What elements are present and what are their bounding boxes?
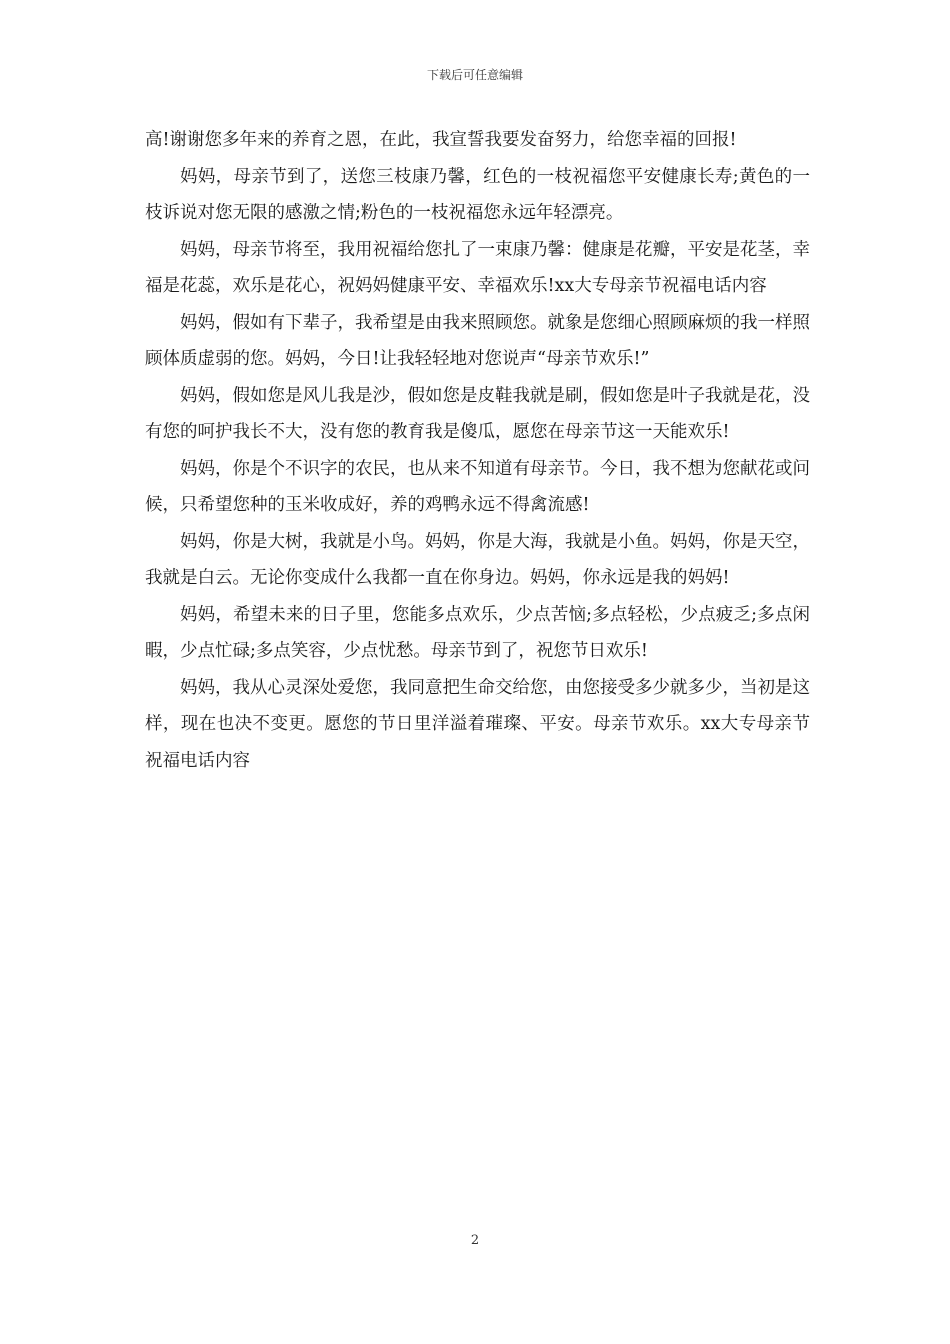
page-number: 2 <box>470 1233 480 1248</box>
document-body <box>145 122 810 779</box>
page-header: 下载后可任意编辑 <box>426 68 523 82</box>
paragraph-4: 妈妈，假如有下辈子，我希望是由我来照顾您。就象是您细心照顾麻烦的我一样照顾体质虚弱的您。妈妈，今日!让我轻轻地对您说声“母亲节欢乐!” <box>145 312 810 369</box>
paragraph-2: 妈妈，母亲节到了，送您三枝康乃馨，红色的一枝祝福您平安健康长寿;黄色的一枝诉说对您无限的感激之情;粉色的一枝祝福您永远年轻漂亮。 <box>145 166 810 223</box>
paragraph-3: 妈妈，母亲节将至，我用祝福给您扎了一束康乃馨：健康是花瓣，平安是花茎，幸福是花蕊，欢乐是花心，祝妈妈健康平安、幸福欢乐!xx大专母亲节祝福电话内容 <box>145 239 810 296</box>
paragraph-1: 高!谢谢您多年来的养育之恩，在此，我宣誓我要发奋努力，给您幸福的回报! <box>145 130 737 150</box>
paragraph-7: 妈妈，你是大树，我就是小鸟。妈妈，你是大海，我就是小鱼。妈妈，你是天空，我就是白云。无论你变成什么我都一直在你身边。妈妈，你永远是我的妈妈! <box>145 531 810 588</box>
paragraph-6: 妈妈，你是个不识字的农民，也从来不知道有母亲节。今日，我不想为您献花或问候，只希望您种的玉米收成好，养的鸡鸭永远不得禽流感! <box>145 458 810 515</box>
paragraph-8: 妈妈，希望未来的日子里，您能多点欢乐，少点苦恼;多点轻松，少点疲乏;多点闲暇，少点忙碌;多点笑容，少点忧愁。母亲节到了，祝您节日欢乐! <box>145 604 810 661</box>
paragraph-9: 妈妈，我从心灵深处爱您，我同意把生命交给您，由您接受多少就多少，当初是这样，现在也决不变更。愿您的节日里洋溢着璀璨、平安。母亲节欢乐。xx大专母亲节祝福电话内容 <box>145 677 810 771</box>
paragraph-5: 妈妈，假如您是风儿我是沙，假如您是皮鞋我就是刷，假如您是叶子我就是花，没有您的呵护我长不大，没有您的教育我是傻瓜，愿您在母亲节这一天能欢乐! <box>145 385 810 442</box>
